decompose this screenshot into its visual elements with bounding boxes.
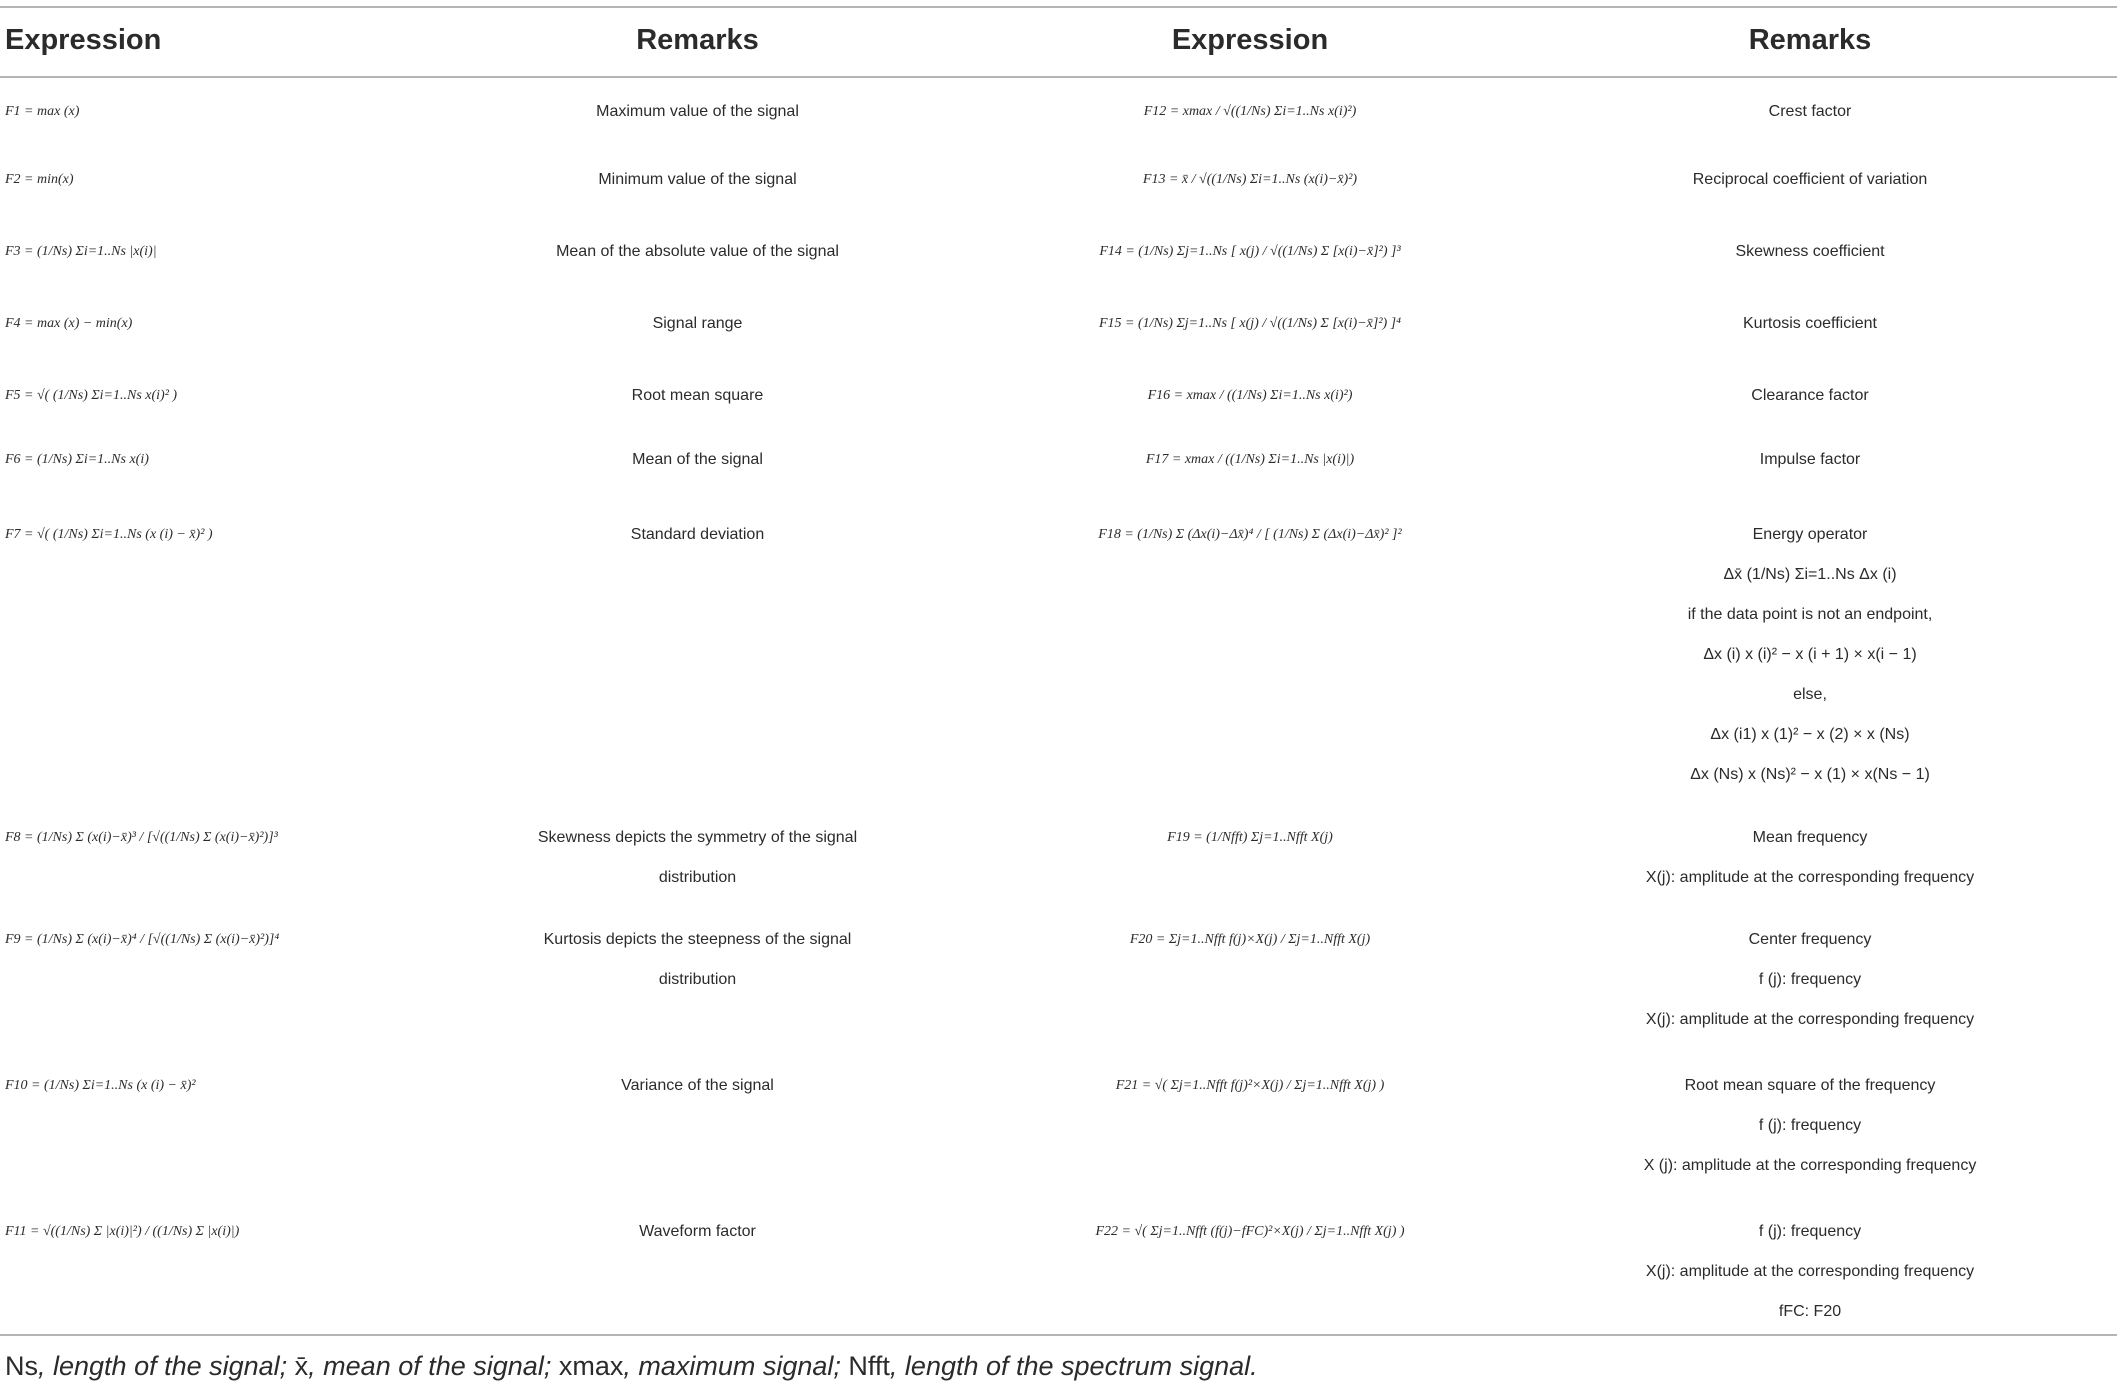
remark-right-21-line: Root mean square of the frequency	[1684, 1077, 1936, 1094]
remark-left-5-line: Root mean square	[631, 387, 764, 404]
remark-right-20-line: X(j): amplitude at the corresponding frequency	[1645, 1011, 1975, 1028]
footnote-xbar-text: , mean of the signal;	[308, 1351, 559, 1381]
expression-left-6: F6 = (1/Ns) Σi=1..Ns x(i)	[5, 452, 149, 467]
remark-left-1-line: Maximum value of the signal	[596, 103, 799, 120]
remark-left-6	[405, 440, 990, 480]
expression-right-21: F21 = √( Σj=1..Nfft f(j)²×X(j) / Σj=1..Nfft X(j) )	[1115, 1078, 1385, 1093]
remark-left-1	[405, 92, 990, 132]
header-remarks-right: Remarks	[1748, 24, 1872, 56]
remark-right-16	[1510, 376, 2110, 416]
remark-right-22	[1510, 1212, 2110, 1332]
remark-right-22-line: X(j): amplitude at the corresponding frequency	[1645, 1263, 1975, 1280]
expression-right-20: F20 = Σj=1..Nfft f(j)×X(j) / Σj=1..Nfft X(j)	[1129, 932, 1371, 947]
footnote-xmax-symbol: xmax	[558, 1351, 624, 1381]
remark-left-7	[405, 515, 990, 555]
remark-right-15	[1510, 304, 2110, 344]
remark-right-18-line: if the data point is not an endpoint,	[1687, 606, 1933, 623]
expression-left-9: F9 = (1/Ns) Σ (x(i)−x̄)⁴ / [√((1/Ns) Σ (x(i)−x̄)²)]⁴	[5, 932, 280, 947]
expression-left-4: F4 = max (x) − min(x)	[5, 316, 133, 331]
expression-right-18: F18 = (1/Ns) Σ (Δx(i)−Δx̄)⁴ / [ (1/Ns) Σ (Δx(i)−Δx̄)² ]²	[1098, 527, 1402, 542]
remark-right-18-line: Δx (i1) x (1)² − x (2) × x (Ns)	[1710, 726, 1910, 743]
expression-left-10: F10 = (1/Ns) Σi=1..Ns (x (i) − x̄)²	[5, 1078, 196, 1093]
remark-right-14	[1510, 232, 2110, 272]
remark-right-12-line: Crest factor	[1768, 103, 1852, 120]
expression-right-12: F12 = xmax / √((1/Ns) Σi=1..Ns x(i)²)	[1143, 104, 1357, 119]
remark-right-22-line: fFC: F20	[1778, 1303, 1842, 1320]
remark-right-13-line: Reciprocal coefficient of variation	[1692, 171, 1928, 188]
expression-right-14: F14 = (1/Ns) Σj=1..Ns [ x(j) / √((1/Ns) Σ [x(i)−x̄]²) ]³	[1099, 244, 1401, 259]
remark-right-17-line: Impulse factor	[1759, 451, 1861, 468]
remark-left-4-line: Signal range	[652, 315, 743, 332]
footnote-xmax-text: , maximum signal;	[623, 1351, 849, 1381]
expression-right-19: F19 = (1/Nfft) Σj=1..Nfft X(j)	[1167, 830, 1333, 845]
bottom-rule	[0, 1334, 2117, 1336]
expression-left-11: F11 = √((1/Ns) Σ |x(i)|²) / ((1/Ns) Σ |x(i)|)	[5, 1224, 240, 1239]
expression-right-17: F17 = xmax / ((1/Ns) Σi=1..Ns |x(i)|)	[1145, 452, 1355, 467]
remark-left-5	[405, 376, 990, 416]
remark-right-20-line: Center frequency	[1748, 931, 1872, 948]
expression-left-3: F3 = (1/Ns) Σi=1..Ns |x(i)|	[5, 244, 157, 259]
remark-right-22-line: f (j): frequency	[1758, 1223, 1862, 1240]
remark-left-11-line: Waveform factor	[639, 1223, 756, 1240]
expression-right-13: F13 = x̄ / √((1/Ns) Σi=1..Ns (x(i)−x̄)²)	[1142, 172, 1358, 187]
remark-left-4	[405, 304, 990, 344]
remark-right-19-line: Mean frequency	[1752, 829, 1868, 846]
footnote-xbar-symbol: x̄	[294, 1351, 309, 1381]
expression-right-15: F15 = (1/Ns) Σj=1..Ns [ x(j) / √((1/Ns) Σ [x(i)−x̄]²) ]⁴	[1098, 316, 1402, 331]
remark-right-21-line: f (j): frequency	[1758, 1117, 1862, 1134]
expression-right-16: F16 = xmax / ((1/Ns) Σi=1..Ns x(i)²)	[1147, 388, 1353, 403]
remark-right-18-line: Δx (Ns) x (Ns)² − x (1) × x(Ns − 1)	[1690, 766, 1930, 783]
remark-left-8-line: Skewness depicts the symmetry of the signal	[537, 829, 858, 846]
expression-left-5: F5 = √( (1/Ns) Σi=1..Ns x(i)² )	[5, 388, 178, 403]
remark-left-9	[405, 920, 990, 1000]
remark-left-6-line: Mean of the signal	[632, 451, 763, 468]
remark-right-21	[1510, 1066, 2110, 1186]
remark-right-14-line: Skewness coefficient	[1735, 243, 1885, 260]
expression-left-1: F1 = max (x)	[5, 104, 80, 119]
footnote	[5, 1348, 1258, 1384]
remark-left-9-line: distribution	[658, 971, 737, 988]
expression-left-2: F2 = min(x)	[5, 172, 74, 187]
remark-left-2	[405, 160, 990, 200]
remark-left-7-line: Standard deviation	[630, 526, 765, 543]
remark-right-13	[1510, 160, 2110, 200]
remark-right-18-line: else,	[1793, 686, 1827, 703]
footnote-nfft-symbol: Nfft	[848, 1351, 890, 1381]
remark-left-10-line: Variance of the signal	[621, 1077, 774, 1094]
remark-right-18-line: Δx̄ (1/Ns) Σi=1..Ns Δx (i)	[1723, 566, 1897, 583]
header-rule	[0, 76, 2117, 78]
top-rule	[0, 6, 2117, 8]
header-expression-right: Expression	[1171, 24, 1329, 56]
remark-right-19	[1510, 818, 2110, 898]
remark-right-17	[1510, 440, 2110, 480]
remark-left-3-line: Mean of the absolute value of the signal	[556, 243, 839, 260]
remark-left-3	[405, 232, 990, 272]
remark-left-2-line: Minimum value of the signal	[598, 171, 797, 188]
footnote-ns-symbol: Ns	[5, 1351, 38, 1381]
remark-right-16-line: Clearance factor	[1751, 387, 1869, 404]
remark-right-20	[1510, 920, 2110, 1040]
footnote-nfft-text: , length of the spectrum signal.	[889, 1351, 1258, 1381]
header-expression-left: Expression	[5, 24, 162, 56]
remark-right-12	[1510, 92, 2110, 132]
remark-left-8-line: distribution	[658, 869, 737, 886]
remark-right-18	[1510, 515, 2110, 795]
remark-right-18-line: Δx (i) x (i)² − x (i + 1) × x(i − 1)	[1703, 646, 1917, 663]
remark-left-11	[405, 1212, 990, 1252]
footnote-ns-text: , length of the signal;	[38, 1351, 295, 1381]
remark-left-9-line: Kurtosis depicts the steepness of the signal	[543, 931, 852, 948]
header-remarks-left: Remarks	[636, 24, 759, 56]
remark-left-10	[405, 1066, 990, 1106]
remark-right-19-line: X(j): amplitude at the corresponding frequency	[1645, 869, 1975, 886]
remark-left-8	[405, 818, 990, 898]
remark-right-21-line: X (j): amplitude at the corresponding frequency	[1643, 1157, 1977, 1174]
remark-right-18-line: Energy operator	[1752, 526, 1868, 543]
expression-left-7: F7 = √( (1/Ns) Σi=1..Ns (x (i) − x̄)² )	[5, 527, 213, 542]
remark-right-15-line: Kurtosis coefficient	[1743, 315, 1877, 332]
remark-right-20-line: f (j): frequency	[1758, 971, 1862, 988]
expression-left-8: F8 = (1/Ns) Σ (x(i)−x̄)³ / [√((1/Ns) Σ (x(i)−x̄)²)]³	[5, 830, 278, 845]
expression-right-22: F22 = √( Σj=1..Nfft (f(j)−fFC)²×X(j) / Σj=1..Nfft X(j) )	[1095, 1224, 1405, 1239]
